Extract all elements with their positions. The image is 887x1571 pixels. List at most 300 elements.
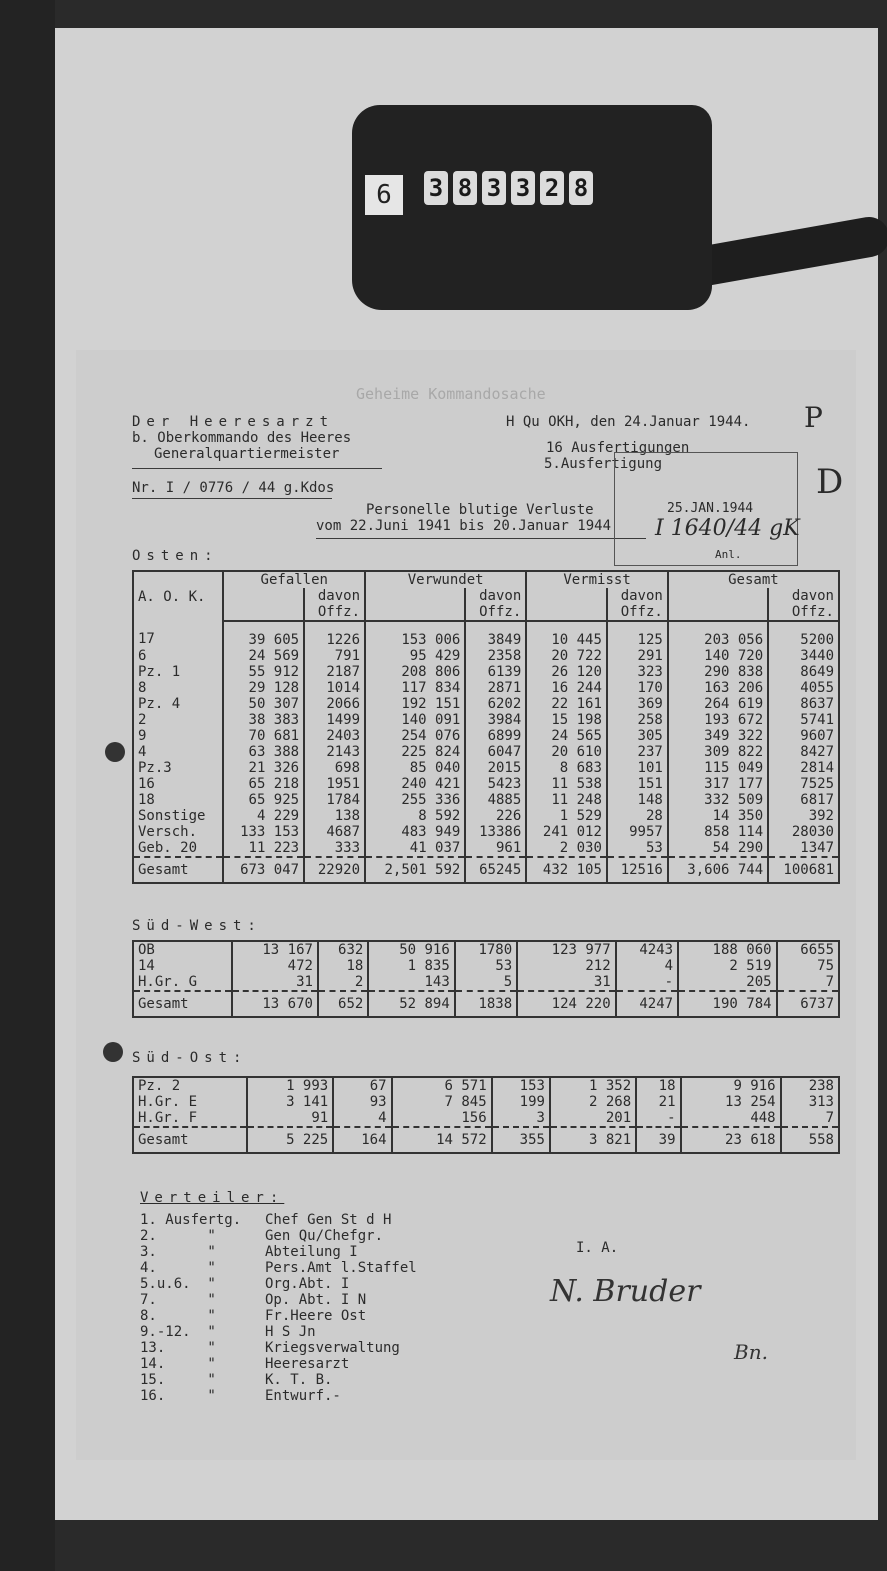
- table-cell: 255 336: [365, 792, 465, 808]
- table-cell: 14 350: [668, 808, 768, 824]
- sued-ost-losses-table: [132, 1076, 840, 1154]
- total-row: [133, 991, 839, 1017]
- counter-tag: 6: [365, 175, 403, 215]
- document-title: Personelle blutige Verluste: [366, 502, 594, 518]
- table-cell: 20 722: [526, 648, 607, 664]
- row-label: H.Gr. E: [133, 1094, 247, 1110]
- table-cell: 258: [607, 712, 668, 728]
- table-row: [133, 1077, 839, 1094]
- table-cell: 3440: [768, 648, 839, 664]
- distribution-recipient: Org.Abt. I: [265, 1276, 350, 1292]
- table-cell: 15 198: [526, 712, 607, 728]
- table-cell: 133 153: [223, 824, 304, 840]
- table-cell: -: [636, 1110, 680, 1127]
- total-cell: 13 670: [232, 991, 318, 1017]
- row-label: Pz. 2: [133, 1077, 247, 1094]
- table-cell: 65 925: [223, 792, 304, 808]
- col-davon: davon Offz.: [768, 588, 839, 621]
- distribution-item: [140, 1292, 417, 1308]
- col-vermisst: Vermisst: [526, 571, 668, 588]
- table-cell: 203 056: [668, 621, 768, 648]
- table-cell: 13 167: [232, 941, 318, 958]
- table-cell: 3: [492, 1110, 550, 1127]
- sender-line-2: b. Oberkommando des Heeres: [132, 430, 352, 446]
- table-cell: 143: [368, 974, 454, 991]
- table-cell: 8427: [768, 744, 839, 760]
- table-cell: 140 720: [668, 648, 768, 664]
- row-label: 2: [133, 712, 223, 728]
- stamp-label: Anl.: [715, 548, 742, 561]
- distribution-number: 14. ": [140, 1356, 216, 1372]
- verteiler-heading: Verteiler:: [140, 1190, 285, 1206]
- distribution-recipient: Abteilung I: [265, 1244, 358, 1260]
- distribution-number: 1. Ausfertg.: [140, 1212, 242, 1228]
- table-cell: 349 322: [668, 728, 768, 744]
- table-row: [133, 1094, 839, 1110]
- table-cell: 264 619: [668, 696, 768, 712]
- sender-line-3: Generalquartiermeister: [154, 446, 340, 462]
- table-cell: 8649: [768, 664, 839, 680]
- table-cell: 18: [636, 1077, 680, 1094]
- table-row: [133, 760, 839, 776]
- distribution-number: 2. ": [140, 1228, 216, 1244]
- table-cell: 31: [232, 974, 318, 991]
- table-cell: 9 916: [681, 1077, 781, 1094]
- total-cell: 124 220: [517, 991, 616, 1017]
- total-label: Gesamt: [133, 857, 223, 883]
- table-cell: 2 268: [550, 1094, 636, 1110]
- table-cell: 24 569: [223, 648, 304, 664]
- row-label: H.Gr. G: [133, 974, 232, 991]
- table-row: [133, 664, 839, 680]
- initials: Bn.: [734, 1340, 768, 1364]
- distribution-number: 5.u.6. ": [140, 1276, 216, 1292]
- row-label: 14: [133, 958, 232, 974]
- row-label: 18: [133, 792, 223, 808]
- table-cell: 2871: [465, 680, 526, 696]
- table-cell: 140 091: [365, 712, 465, 728]
- table-cell: 38 383: [223, 712, 304, 728]
- table-cell: 961: [465, 840, 526, 857]
- total-cell: 65245: [465, 857, 526, 883]
- table-cell: 5: [455, 974, 517, 991]
- table-row: [133, 621, 839, 648]
- table-cell: 4 229: [223, 808, 304, 824]
- table-cell: 205: [678, 974, 777, 991]
- table-row: [133, 840, 839, 857]
- table-cell: 29 128: [223, 680, 304, 696]
- copy-number: 5.Ausfertigung: [544, 456, 663, 472]
- table-cell: 208 806: [365, 664, 465, 680]
- col-verwundet: Verwundet: [365, 571, 526, 588]
- margin-mark-d: D: [816, 462, 844, 502]
- table-cell: 2 030: [526, 840, 607, 857]
- table-cell: 7525: [768, 776, 839, 792]
- background-edge: [0, 0, 55, 1571]
- total-cell: 52 894: [368, 991, 454, 1017]
- table-cell: 2358: [465, 648, 526, 664]
- distribution-list: [140, 1212, 417, 1404]
- table-cell: 448: [681, 1110, 781, 1127]
- distribution-item: [140, 1372, 417, 1388]
- row-label: OB: [133, 941, 232, 958]
- table-cell: 170: [607, 680, 668, 696]
- faint-classification: Geheime Kommandosache: [356, 385, 546, 403]
- document-subtitle: vom 22.Juni 1941 bis 20.Januar 1944: [316, 518, 612, 534]
- table-cell: 2 519: [678, 958, 777, 974]
- table-cell: 1499: [304, 712, 365, 728]
- row-label: 4: [133, 744, 223, 760]
- table-row: [133, 728, 839, 744]
- table-cell: 1780: [455, 941, 517, 958]
- table-cell: 4: [616, 958, 678, 974]
- table-cell: 241 012: [526, 824, 607, 840]
- table-cell: 13386: [465, 824, 526, 840]
- table-cell: 85 040: [365, 760, 465, 776]
- table-cell: 39 605: [223, 621, 304, 648]
- table-cell: 20 610: [526, 744, 607, 760]
- distribution-item: [140, 1260, 417, 1276]
- table-cell: 254 076: [365, 728, 465, 744]
- table-cell: 26 120: [526, 664, 607, 680]
- total-cell: 6737: [777, 991, 839, 1017]
- table-cell: 11 248: [526, 792, 607, 808]
- table-cell: 153 006: [365, 621, 465, 648]
- row-label: 6: [133, 648, 223, 664]
- sued-west-losses-table: [132, 940, 840, 1018]
- table-cell: 3849: [465, 621, 526, 648]
- table-cell: 115 049: [668, 760, 768, 776]
- row-label: 8: [133, 680, 223, 696]
- total-cell: 355: [492, 1127, 550, 1153]
- row-label: 9: [133, 728, 223, 744]
- col-davon: davon Offz.: [304, 588, 365, 621]
- table-cell: 8 592: [365, 808, 465, 824]
- table-cell: 472: [232, 958, 318, 974]
- table-cell: 3984: [465, 712, 526, 728]
- table-cell: 21 326: [223, 760, 304, 776]
- table-cell: 6655: [777, 941, 839, 958]
- table-cell: 11 223: [223, 840, 304, 857]
- distribution-item: [140, 1244, 417, 1260]
- table-cell: 2015: [465, 760, 526, 776]
- table-cell: 101: [607, 760, 668, 776]
- table-cell: 323: [607, 664, 668, 680]
- table-cell: 2: [318, 974, 368, 991]
- distribution-recipient: H S Jn: [265, 1324, 316, 1340]
- table-cell: 1951: [304, 776, 365, 792]
- table-row: [133, 941, 839, 958]
- table-cell: 1347: [768, 840, 839, 857]
- table-cell: 2814: [768, 760, 839, 776]
- total-cell: 1838: [455, 991, 517, 1017]
- table-cell: 1014: [304, 680, 365, 696]
- table-cell: 21: [636, 1094, 680, 1110]
- table-cell: 192 151: [365, 696, 465, 712]
- counter-digit: 3: [482, 171, 506, 205]
- distribution-number: 4. ": [140, 1260, 216, 1276]
- table-cell: 188 060: [678, 941, 777, 958]
- table-cell: 75: [777, 958, 839, 974]
- table-cell: 123 977: [517, 941, 616, 958]
- table-row: [133, 696, 839, 712]
- table-cell: 6139: [465, 664, 526, 680]
- col-gesamt: Gesamt: [668, 571, 839, 588]
- table-cell: 4055: [768, 680, 839, 696]
- table-cell: 5741: [768, 712, 839, 728]
- table-cell: 291: [607, 648, 668, 664]
- document-page: [76, 350, 856, 1460]
- distribution-number: 7. ": [140, 1292, 216, 1308]
- table-cell: 212: [517, 958, 616, 974]
- table-cell: 91: [247, 1110, 333, 1127]
- table-cell: 2066: [304, 696, 365, 712]
- table-cell: 858 114: [668, 824, 768, 840]
- table-cell: 28: [607, 808, 668, 824]
- table-row: [133, 680, 839, 696]
- table-cell: 1 352: [550, 1077, 636, 1094]
- table-cell: 309 822: [668, 744, 768, 760]
- row-label: Sonstige: [133, 808, 223, 824]
- table-cell: 70 681: [223, 728, 304, 744]
- table-cell: 31: [517, 974, 616, 991]
- counter-digit: 3: [424, 171, 448, 205]
- distribution-recipient: Op. Abt. I N: [265, 1292, 367, 1308]
- title-underline: [316, 538, 646, 539]
- total-cell: 100681: [768, 857, 839, 883]
- table-cell: 1 993: [247, 1077, 333, 1094]
- subheader-row: [133, 588, 839, 621]
- table-cell: 22 161: [526, 696, 607, 712]
- table-cell: 6899: [465, 728, 526, 744]
- table-cell: 1 529: [526, 808, 607, 824]
- total-cell: 12516: [607, 857, 668, 883]
- table-cell: 63 388: [223, 744, 304, 760]
- table-row: [133, 824, 839, 840]
- distribution-item: [140, 1388, 417, 1404]
- distribution-number: 3. ": [140, 1244, 216, 1260]
- table-cell: 632: [318, 941, 368, 958]
- table-cell: 698: [304, 760, 365, 776]
- row-label: Pz.3: [133, 760, 223, 776]
- table-cell: 93: [333, 1094, 391, 1110]
- col-aok: A. O. K.: [133, 571, 223, 621]
- table-cell: 53: [607, 840, 668, 857]
- distribution-item: [140, 1228, 417, 1244]
- distribution-item: [140, 1276, 417, 1292]
- table-cell: 791: [304, 648, 365, 664]
- margin-mark-p: P: [804, 401, 823, 434]
- total-cell: 5 225: [247, 1127, 333, 1153]
- table-cell: 151: [607, 776, 668, 792]
- sender-line-1: Der Heeresarzt: [132, 414, 335, 430]
- distribution-recipient: Pers.Amt l.Staffel: [265, 1260, 417, 1276]
- table-cell: 24 565: [526, 728, 607, 744]
- distribution-recipient: Fr.Heere Ost: [265, 1308, 367, 1324]
- total-cell: 190 784: [678, 991, 777, 1017]
- table-cell: 1 835: [368, 958, 454, 974]
- total-row: [133, 857, 839, 883]
- table-cell: 41 037: [365, 840, 465, 857]
- counter-digit: 2: [540, 171, 564, 205]
- counter-digit: 3: [511, 171, 535, 205]
- stamp-date: 25.JAN.1944: [667, 501, 754, 516]
- received-stamp: [614, 452, 798, 566]
- table-cell: 4687: [304, 824, 365, 840]
- table-cell: 201: [550, 1110, 636, 1127]
- table-cell: 28030: [768, 824, 839, 840]
- table-cell: 138: [304, 808, 365, 824]
- punch-hole: [103, 1042, 123, 1062]
- frame-counter-device: [352, 105, 732, 310]
- table-row: [133, 974, 839, 991]
- table-cell: 7 845: [392, 1094, 492, 1110]
- distribution-recipient: Entwurf.-: [265, 1388, 341, 1404]
- total-cell: 39: [636, 1127, 680, 1153]
- table-cell: 2403: [304, 728, 365, 744]
- table-cell: 9957: [607, 824, 668, 840]
- table-cell: 50 307: [223, 696, 304, 712]
- distribution-number: 9.-12. ": [140, 1324, 216, 1340]
- table-cell: 369: [607, 696, 668, 712]
- distribution-item: [140, 1340, 417, 1356]
- distribution-item: [140, 1212, 417, 1228]
- total-cell: 652: [318, 991, 368, 1017]
- distribution-recipient: Heeresarzt: [265, 1356, 350, 1372]
- table-cell: 226: [465, 808, 526, 824]
- table-row: [133, 958, 839, 974]
- table-cell: 18: [318, 958, 368, 974]
- table-cell: 95 429: [365, 648, 465, 664]
- table-cell: 6202: [465, 696, 526, 712]
- table-cell: 8 683: [526, 760, 607, 776]
- total-row: [133, 1127, 839, 1153]
- table-cell: 6817: [768, 792, 839, 808]
- table-cell: 67: [333, 1077, 391, 1094]
- table-cell: 163 206: [668, 680, 768, 696]
- table-cell: 50 916: [368, 941, 454, 958]
- table-row: [133, 792, 839, 808]
- table-cell: 199: [492, 1094, 550, 1110]
- table-cell: 5423: [465, 776, 526, 792]
- row-label: 16: [133, 776, 223, 792]
- signature: N. Bruder: [550, 1274, 701, 1309]
- table-cell: 156: [392, 1110, 492, 1127]
- total-label: Gesamt: [133, 991, 232, 1017]
- total-label: Gesamt: [133, 1127, 247, 1153]
- distribution-recipient: Chef Gen St d H: [265, 1212, 392, 1228]
- table-cell: 4243: [616, 941, 678, 958]
- distribution-item: [140, 1356, 417, 1372]
- total-cell: 2,501 592: [365, 857, 465, 883]
- table-cell: 8637: [768, 696, 839, 712]
- distribution-item: [140, 1324, 417, 1340]
- col-davon: davon Offz.: [465, 588, 526, 621]
- distribution-recipient: Gen Qu/Chefgr.: [265, 1228, 384, 1244]
- table-row: [133, 776, 839, 792]
- table-cell: 193 672: [668, 712, 768, 728]
- table-cell: 240 421: [365, 776, 465, 792]
- table-row: [133, 808, 839, 824]
- distribution-number: 15. ": [140, 1372, 216, 1388]
- table-cell: 237: [607, 744, 668, 760]
- total-cell: 673 047: [223, 857, 304, 883]
- total-cell: 432 105: [526, 857, 607, 883]
- distribution-number: 8. ": [140, 1308, 216, 1324]
- distribution-item: [140, 1308, 417, 1324]
- col-gefallen: Gefallen: [223, 571, 365, 588]
- stamp-number: I 1640/44 gK: [655, 516, 800, 541]
- table-cell: 4885: [465, 792, 526, 808]
- copies-count: 16 Ausfertigungen: [546, 440, 690, 456]
- table-cell: 54 290: [668, 840, 768, 857]
- distribution-recipient: Kriegsverwaltung: [265, 1340, 400, 1356]
- counter-digit: 8: [453, 171, 477, 205]
- table-cell: 65 218: [223, 776, 304, 792]
- section-osten: Osten:: [132, 548, 219, 564]
- total-cell: 14 572: [392, 1127, 492, 1153]
- place-date: H Qu OKH, den 24.Januar 1944.: [506, 414, 751, 430]
- table-cell: 55 912: [223, 664, 304, 680]
- section-sued-ost: Süd-Ost:: [132, 1050, 248, 1066]
- table-cell: 2187: [304, 664, 365, 680]
- table-cell: 332 509: [668, 792, 768, 808]
- row-label: Versch.: [133, 824, 223, 840]
- punch-hole: [105, 742, 125, 762]
- table-cell: 4: [333, 1110, 391, 1127]
- table-cell: 11 538: [526, 776, 607, 792]
- table-cell: 483 949: [365, 824, 465, 840]
- row-label: H.Gr. F: [133, 1110, 247, 1127]
- table-cell: 16 244: [526, 680, 607, 696]
- counter-digit: 8: [569, 171, 593, 205]
- total-cell: 3 821: [550, 1127, 636, 1153]
- table-cell: 225 824: [365, 744, 465, 760]
- table-cell: 1784: [304, 792, 365, 808]
- reference-underline: [132, 498, 332, 499]
- row-label: 17: [133, 621, 223, 648]
- row-label: Pz. 4: [133, 696, 223, 712]
- table-cell: 7: [777, 974, 839, 991]
- table-cell: 6047: [465, 744, 526, 760]
- table-cell: 333: [304, 840, 365, 857]
- table-cell: 238: [781, 1077, 839, 1094]
- table-cell: 317 177: [668, 776, 768, 792]
- table-cell: 117 834: [365, 680, 465, 696]
- total-cell: 558: [781, 1127, 839, 1153]
- table-cell: 13 254: [681, 1094, 781, 1110]
- table-cell: 125: [607, 621, 668, 648]
- distribution-number: 13. ": [140, 1340, 216, 1356]
- table-row: [133, 712, 839, 728]
- table-cell: 3 141: [247, 1094, 333, 1110]
- table-cell: 148: [607, 792, 668, 808]
- table-row: [133, 648, 839, 664]
- total-cell: 23 618: [681, 1127, 781, 1153]
- table-row: [133, 1110, 839, 1127]
- counter-digits: [424, 171, 593, 211]
- table-cell: 53: [455, 958, 517, 974]
- table-cell: 305: [607, 728, 668, 744]
- col-davon: davon Offz.: [607, 588, 668, 621]
- table-cell: 313: [781, 1094, 839, 1110]
- table-cell: 392: [768, 808, 839, 824]
- table-cell: 7: [781, 1110, 839, 1127]
- table-cell: 9607: [768, 728, 839, 744]
- reference-number: Nr. I / 0776 / 44 g.Kdos: [132, 480, 335, 496]
- total-cell: 164: [333, 1127, 391, 1153]
- table-row: [133, 744, 839, 760]
